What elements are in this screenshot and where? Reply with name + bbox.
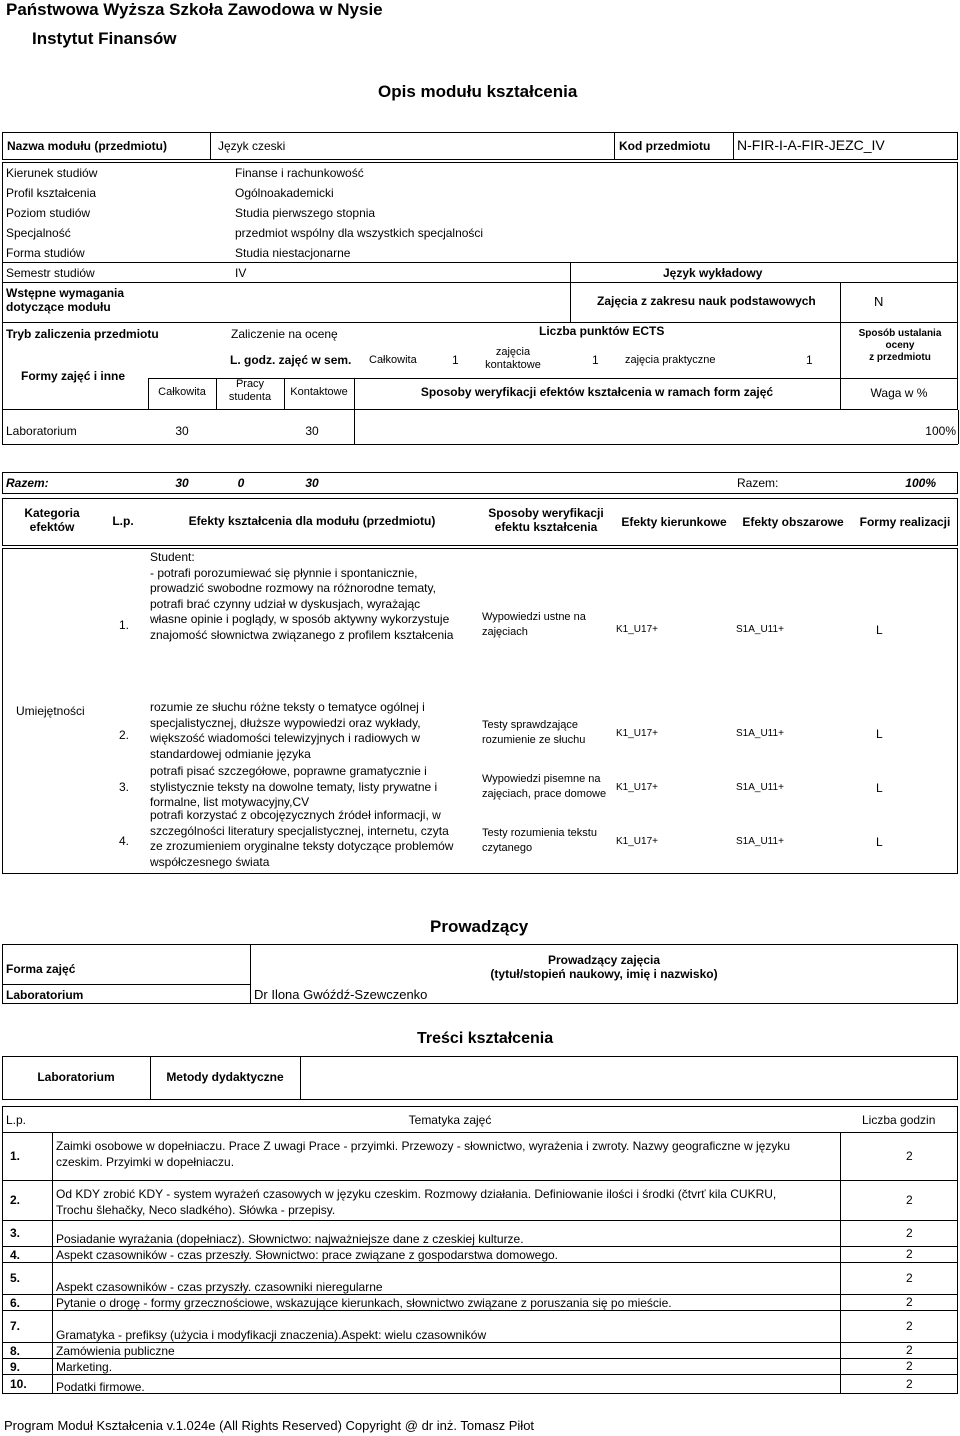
document-title: Opis modułu kształcenia (378, 82, 578, 101)
effect-direction: K1_U17+ (616, 782, 658, 793)
topic-text: Aspekt czasowników - czas przeszły. Słownictwo: prace związane z gospodarstwa domowego. (56, 1248, 558, 1262)
field-value: Studia pierwszego stopnia (235, 206, 376, 220)
effect-area: S1A_U11+ (736, 782, 784, 793)
sum-weight-label: Razem: (737, 476, 779, 490)
effect-lp: 2. (118, 728, 129, 742)
topic-lp: 8. (10, 1344, 21, 1358)
form-header: Formy realizacji (859, 515, 951, 529)
topic-lp: 6. (10, 1296, 21, 1310)
form-row-weight: 100% (925, 424, 956, 438)
hours-total-label: Całkowita (158, 386, 206, 398)
topic-lp: 4. (10, 1248, 21, 1262)
ects-practical-label: zajęcia praktyczne (625, 354, 716, 366)
topic-lp: 5. (10, 1271, 21, 1285)
topic-hours: 2 (906, 1343, 913, 1357)
forms-label: Formy zajęć i inne (21, 369, 126, 383)
contact-hours-label: Kontaktowe (290, 386, 348, 398)
topic-lp: 7. (10, 1319, 21, 1333)
effect-form: L (876, 781, 883, 795)
teacher-form-label: Forma zajęć (6, 962, 76, 976)
effect-direction: K1_U17+ (616, 624, 658, 635)
effect-form: L (876, 623, 883, 637)
school-name: Państwowa Wyższa Szkoła Zawodowa w Nysie (6, 0, 383, 19)
form-row-total: 30 (175, 424, 189, 438)
semester-value: IV (235, 266, 247, 280)
field-label: Forma studiów (6, 246, 85, 260)
effect-text: rozumie ze słuchu różne teksty o tematyce ogólnej i specjalistycznej, dłuższe wypowiedzi oraz wykłady, większość wiadomości telewizyjnych i radiowych w standardowej odmianie języka (150, 700, 425, 761)
category-value: Umiejętności (16, 704, 85, 718)
effect-text: potrafi korzystać z obcojęzycznych źródeł informacji, w szczególności literatury specjalistycznej, internetu, czyta ze zrozumieniem oryginalne teksty dotyczące problemów współczesnego świata (150, 808, 454, 869)
hours-label: L. godz. zajęć w sem. (230, 353, 352, 367)
grading-label: Sposób ustalania oceny z przedmiotu (858, 328, 942, 363)
effect-area: S1A_U11+ (736, 836, 784, 847)
topic-text: Posiadanie wyrażania (dopełniacz). Słownictwo: najważniejsze dane z czeskiej kulturze. (56, 1232, 524, 1246)
topic-hours: 2 (906, 1226, 913, 1240)
effect-area: S1A_U11+ (736, 728, 784, 739)
teachers-title: Prowadzący (430, 917, 529, 936)
topic-text: Zaimki osobowe w dopełniaczu. Prace Z uwagi Prace - przyimki. Przewozy - słownictwo, wyrażenia i zwroty. Nazwy geograficzne w języku czeskim. Przyimki w dopełniaczu. (56, 1139, 791, 1169)
field-value: Studia niestacjonarne (235, 246, 351, 260)
effect-direction: K1_U17+ (616, 836, 658, 847)
effect-form: L (876, 727, 883, 741)
prerequisites-label: Wstępne wymagania dotyczące modułu (6, 286, 125, 315)
form-row-contact: 30 (305, 424, 319, 438)
sum-contact: 30 (305, 476, 319, 490)
topic-hours: 2 (906, 1295, 913, 1309)
ects-practical-value: 1 (806, 353, 813, 367)
topic-text: Pytanie o drogę - formy grzecznościowe, wskazujące kierunkach, słownictwo związane z poruszania się po mieście. (56, 1296, 672, 1310)
module-name-value: Język czeski (218, 139, 286, 153)
effect-verification: Testy sprawdzające rozumienie ze słuchu (482, 719, 586, 746)
sum-row (2, 472, 958, 494)
topic-lp: 3. (10, 1226, 21, 1240)
topic-hours: 2 (906, 1149, 913, 1163)
sum-label: Razem: (6, 476, 49, 490)
methods-label: Metody dydaktyczne (166, 1070, 284, 1084)
topic-lp: 10. (10, 1377, 27, 1391)
category-header: Kategoria efektów (24, 506, 80, 535)
ects-total-value: 1 (452, 353, 459, 367)
assessment-value: Zaliczenie na ocenę (231, 327, 338, 341)
effect-verification: Testy rozumienia tekstu czytanego (482, 827, 597, 854)
topic-text: Gramatyka - prefiksy (użycia i modyfikacji znaczenia).Aspekt: wielu czasowników (56, 1328, 487, 1342)
institute-name: Instytut Finansów (32, 29, 177, 48)
topic-lp: 9. (10, 1360, 21, 1374)
topic-lp: 2. (10, 1193, 21, 1207)
field-label: Specjalność (6, 226, 71, 240)
effect-text: Student: - potrafi porozumiewać się płynnie i spontanicznie, prowadzić swobodne rozmowy na różnorodne tematy, potrafi brać czynny udział w dyskusjach, wyrażając własne opinie i poglądy, w sposób aktywny wykorzystuje znajomość słownictwa związanego z profilem kształcenia (150, 550, 454, 642)
verification-header: Sposoby weryfikacji efektu kształcenia (488, 506, 604, 535)
topic-header: Tematyka zajęć (408, 1113, 492, 1127)
content-title: Treści kształcenia (417, 1030, 554, 1047)
teacher-form-value: Laboratorium (6, 988, 84, 1002)
content-form-label: Laboratorium (37, 1070, 115, 1084)
effects-header-label: Efekty kształcenia dla modułu (przedmiotu) (188, 514, 436, 528)
sum-weight: 100% (905, 476, 936, 490)
topic-lp-header: L.p. (6, 1113, 27, 1127)
sum-student: 0 (237, 476, 245, 490)
ects-contact-label: zajęcia kontaktowe (485, 346, 541, 372)
topic-text: Aspekt czasowników - czas przyszły. czasowniki nieregularne (56, 1280, 383, 1294)
field-value: Finanse i rachunkowość (235, 166, 364, 180)
topic-text: Zamówienia publiczne (56, 1344, 175, 1358)
teacher-name-value: Dr Ilona Gwóźdź-Szewczenko (254, 987, 428, 1002)
topic-hours: 2 (906, 1319, 913, 1333)
topic-hours: 2 (906, 1247, 913, 1261)
topic-hours: 2 (906, 1271, 913, 1285)
effect-direction: K1_U17+ (616, 728, 658, 739)
topic-hours: 2 (906, 1377, 913, 1391)
code-value: N-FIR-I-A-FIR-JEZC_IV (737, 137, 885, 153)
teacher-name-label: Prowadzący zajęcia (tytuł/stopień naukowy, imię i nazwisko) (490, 953, 718, 982)
ects-total-label: Całkowita (369, 354, 417, 366)
student-work-label: Pracy studenta (228, 378, 272, 404)
effect-form: L (876, 835, 883, 849)
effect-verification: Wypowiedzi ustne na zajęciach (482, 611, 586, 638)
basic-sciences-value: N (874, 294, 884, 309)
form-row-name: Laboratorium (6, 424, 77, 438)
footer-copyright: Program Moduł Kształcenia v.1.024e (All Rights Reserved) Copyright @ dr inż. Tomasz Piłot (4, 1418, 535, 1433)
code-label: Kod przedmiotu (619, 139, 711, 153)
semester-label: Semestr studiów (6, 266, 95, 280)
lp-header: L.p. (112, 514, 134, 528)
effect-text: potrafi pisać szczegółowe, poprawne gramatycznie i stylistycznie teksty na dowolne tematy, listy prywatne i formalne, list motywacyjny,CV (150, 764, 438, 809)
ects-contact-value: 1 (592, 353, 599, 367)
topic-lp: 1. (10, 1149, 21, 1163)
effect-verification: Wypowiedzi pisemne na zajęciach, prace domowe (482, 773, 607, 800)
topic-text: Marketing. (56, 1360, 113, 1374)
direction-header: Efekty kierunkowe (621, 515, 727, 529)
effect-lp: 3. (118, 780, 129, 794)
effect-lp: 1. (118, 618, 129, 632)
topic-hours: 2 (906, 1359, 913, 1373)
sum-total: 30 (175, 476, 189, 490)
field-label: Profil kształcenia (6, 186, 97, 200)
module-name-label: Nazwa modułu (przedmiotu) (7, 139, 167, 153)
ects-label: Liczba punktów ECTS (539, 324, 665, 338)
field-value: przedmiot wspólny dla wszystkich specjalności (235, 226, 484, 240)
topic-hours: 2 (906, 1193, 913, 1207)
effect-area: S1A_U11+ (736, 624, 784, 635)
field-label: Kierunek studiów (6, 166, 98, 180)
field-value: Ogólnoakademicki (235, 186, 334, 200)
effects-body (2, 548, 958, 874)
area-header: Efekty obszarowe (742, 515, 844, 529)
effect-lp: 4. (118, 834, 129, 848)
basic-sciences-label: Zajęcia z zakresu nauk podstawowych (597, 294, 816, 308)
topic-text: Od KDY zrobić KDY - system wyrażeń czasowych w języku czeskim. Rozmowy działania. Definiowanie ilości i środki (čtvrť kila CUKRU, Trochu šlehačky, Neco sladkého). Słówka - przepisy. (56, 1187, 777, 1217)
weight-label: Waga w % (870, 386, 928, 400)
field-label: Poziom studiów (6, 206, 91, 220)
hours-header: Liczba godzin (862, 1113, 936, 1127)
lecture-language-label: Język wykładowy (663, 266, 763, 280)
verification-label: Sposoby weryfikacji efektów kształcenia w ramach form zajęć (420, 385, 774, 399)
topic-text: Podatki firmowe. (56, 1380, 145, 1394)
assessment-label: Tryb zaliczenia przedmiotu (6, 327, 159, 341)
